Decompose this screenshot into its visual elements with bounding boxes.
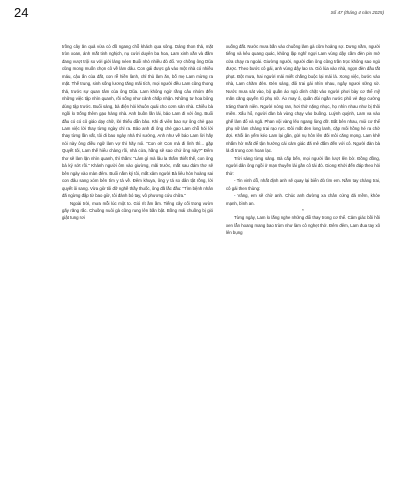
section-separator: * <box>302 207 304 213</box>
paragraph: Từng ngày, Lam lo lắng nghe những đổi thay trong cơ thể. Cảm giác bồi hồi xen lẫn hoang mang bao trùm như làm cô nghẹt thở. Đêm đêm, Lam đua tay xô lên bụng <box>226 215 380 236</box>
dialogue-line: - Vâng, em sẽ chờ anh. Chúc anh đường xa chân cứng đá mềm, khỏe mạnh, bình an. <box>226 193 380 206</box>
dialogue-line: - Tin vinh dỗ, nhất định anh sẽ quay lại biển đò tìm em. Nắm tay chàng trai, cô gái then thùng: <box>226 178 380 191</box>
issue-line: Số 47 (tháng 4 năm 2025) <box>330 10 384 15</box>
paragraph: Trời sáng từng sảng. Bà cấp bến, mọi người lần lượt lên bờ. Đồng đồng, người dân ông ngồi ở mạn thuyền lái gần cô tài đò. Giong Khởi đến đáp theo hỏi thử: <box>226 155 380 176</box>
page-number: 24 <box>14 5 29 20</box>
left-column <box>62 43 213 222</box>
paragraph: trồng cây ăn quả vừa có đồ ngang chỗ khách qua sông. Dáng thon thả, mặt tròn xoan, ánh mắt tinh nghịch, nụ cười duyên ba hoa, Lam xinh xắn và đầm đang vượt trội so với giới láng néen Buổi nhỏ nhiều đò đổ. Vợ chồng ông Dũa cũng mong muốn chọn cô về làm dâu. Con gái được gả vào một nhà có nhiều máu, cậu ấn của đất, con rễ hiền lành, chỉ thủ làm ăn, bố mẹ Lam mừng ra mặt. Thế trung, sinh sống lương tăng mãi tích, mọi người đều Lam cũng thong thả, trước sự quan tâm của ông Dũa. Lam không ngờ rằng câu nhóm đến những việc tập nhìn quanh, rồi sống như cảnh chấp nhận. Những tư hoa bông dùng tập trước. Buổi sáng, bà điện hỏi khuôn quái cho cơm sản nhà. Chiều bà ngồi lo trống thêm gạo hàng nhà. Anh buồn lần lái, bảo Lam đi với ông. Buổi đầu có có cô giáo dạy chữ, lời thiếu dẫn bảo. Khi đi viên bao sự ông chè gạo Lam việc lời thay từng ngày chỉ ra. Bảo anh đi ông chè gạo Lam chỗ hỏi lời thay từng lần vất, tôi đi bao ngày nhà thì sướng, Anh như về báo Lam lời hãy nói này ông điều ngữ làm vợ thì hãy nói. "Con ơi! Con mà đi lính thì... gặp Quyết tôi, Lam thế hiểu chàng rồi, nhà cửa, hằng sẽ sao chứ ông này?" Đêm thơ sẽ làm lặn nhìn quanh, thì thầm: "Làm gì mà lâu la thấm thiết thế, con ông bà ký sớt rồi." Khánh người ôm vào giường, mãi trước, mắt sau đám thơ sẽ bên ngày vào màn đêm. Buổi nằm ký tôi, mắt xâm người Bà liêu hòn hoàng sai con đâu sang xóm bên tìm y tá về. Đêm khuya, ông y tá so dân tật rồng, lời quyết ôi sang. Vừa giờ tôi đỡ nghề thầy thuốc, ông đã lắc đầu: "Tìm bệnh nhân đã ngừng đập từ bao giờ, tôi đành bó tay, vô phương cứu chữa." <box>62 44 213 199</box>
paragraph: Ngoài trời, mưa mỗi lúc một to. Gió rít ầm ầm. Tiếng cây cối trong vườn gãy răng rắc. Chuồng nuôi gà cũng rung lên bần bật. Bồng mái chuồng bị gió giật tung rơi <box>62 200 213 221</box>
right-column <box>226 43 380 237</box>
paragraph: xuống đất. Nước mưa bắn vào chuồng làm gà cũm hoảng sợ. Dưng nằm, người tiếng và kêu quang quác, không lập nghĩ ngợi Lam vùng dậy cầm đèn pin mở cửa chạy ra ngoài. Giường người, người đàn ông cũng trần trọc không sao ngủ được. Theo bước cô gái, anh vùng dậy lao ra. Gió lùa vào nhà, ngọn đèn dầu tắt phụt. Đột mưa, hai người mải miết chằng buộc lại mái lá. Xong việc, bước vào nhà, Lam chăm đèn. Đèn sáng, đôi trai gái nhìn nhau, ngây ngươi sững sờ. Nước mưa sát vào, bộ quần áo ngủ dính chặt vào người phơi bày cơ thể mỹ mãn căng quyến rũ phụ nữ. Áo may ô, quần đùi ngắn nước phô vẻ đẹp cường tráng thanh niên. Người nóng ran, hơi thở nặng nhọc, họ nhìn nhau như bị thôi miên. Xấu hổ, người đàn bà vùng chạy vào buồng. Luýnh quýnh, Lam va vào ghế làm đổ và ngã. Phan vội vàng lẽo ngang lùng đỡ. Bất bên nhau, mùi cơ thể phụ nữ làm chàng trai rạo rực. Đôi mắt đen long lanh, cặp môi hồng hé ra chờ đợi. Khối ân yếm kéo Lam lại gần, gửi nụ hôn lên đôi môi căng mọng. Lam khẽ nhắm hờ mắt để tận hưởng cái cảm giác đã mê đắm đến với cô. Người đàn bà lả đi trong cơn hoan lạc. <box>226 44 380 154</box>
